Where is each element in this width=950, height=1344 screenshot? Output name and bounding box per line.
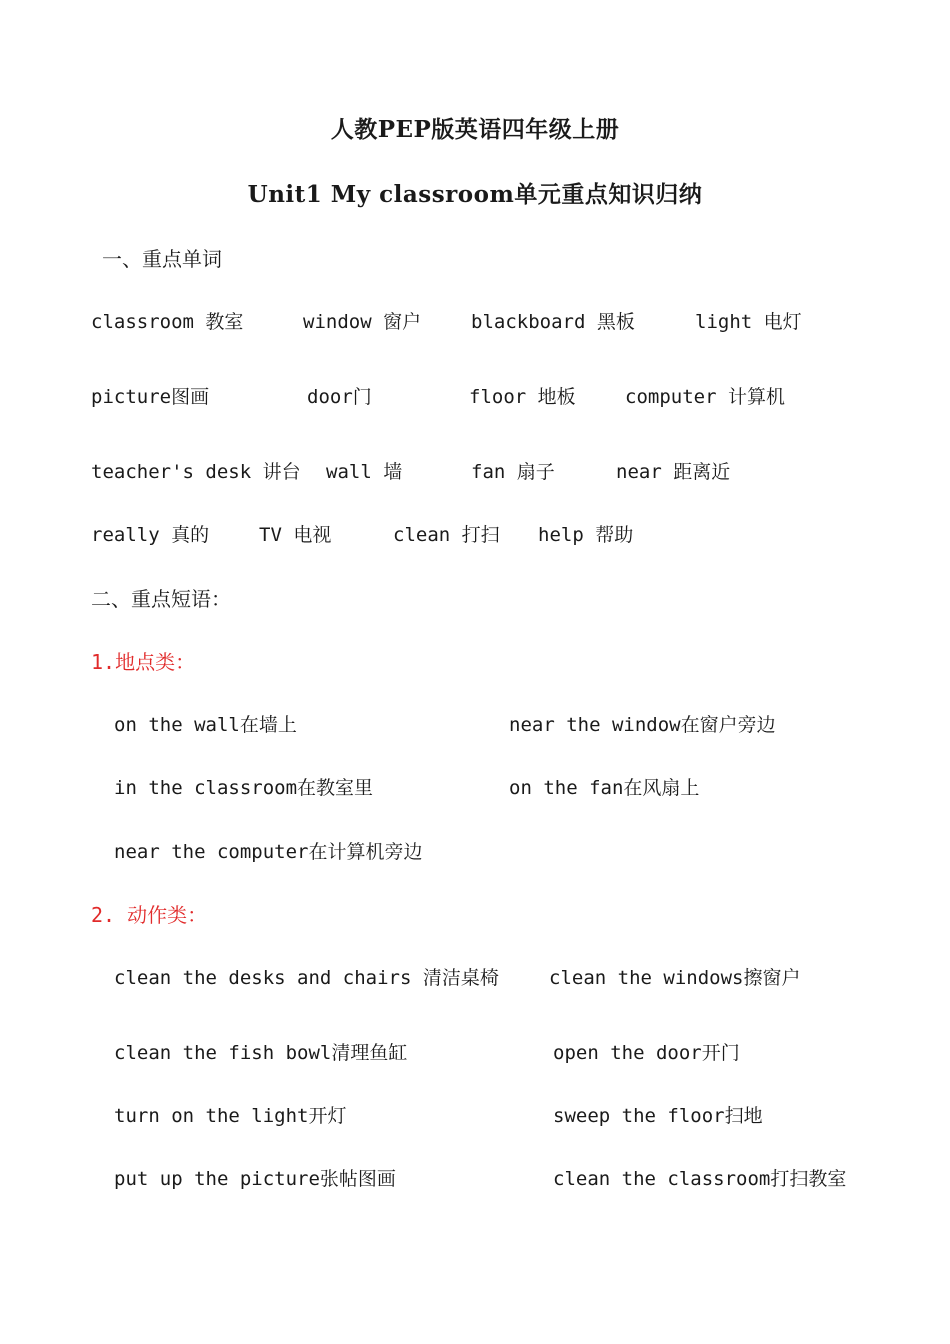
vocab-item: wall 墙: [326, 461, 403, 483]
vocab-item: window 窗户: [303, 311, 422, 333]
vocab-item: light 电灯: [695, 311, 802, 333]
actions-heading: 2. 动作类：: [91, 903, 208, 927]
vocab-item: TV 电视: [259, 524, 332, 546]
places-heading: 1.地点类：: [91, 650, 196, 674]
vocab-item: really 真的: [91, 524, 210, 546]
phrase-item: on the fan在风扇上: [509, 777, 700, 799]
phrase-item: clean the desks and chairs 清洁桌椅: [114, 967, 499, 989]
vocab-item: floor 地板: [469, 386, 576, 408]
vocab-item: teacher's desk 讲台: [91, 461, 301, 483]
phrase-item: turn on the light开灯: [114, 1105, 347, 1127]
vocab-item: picture图画: [91, 386, 210, 408]
vocab-item: help 帮助: [538, 524, 634, 546]
phrase-item: near the computer在计算机旁边: [114, 841, 423, 863]
vocab-item: near 距离近: [616, 461, 731, 483]
vocab-item: door门: [307, 386, 372, 408]
phrase-item: clean the fish bowl清理鱼缸: [114, 1042, 408, 1064]
vocab-item: classroom 教室: [91, 311, 244, 333]
document-subtitle: Unit1 My classroom单元重点知识归纳: [247, 181, 703, 208]
section-vocabulary-heading: 一、重点单词: [102, 247, 222, 271]
phrase-item: sweep the floor扫地: [553, 1105, 763, 1127]
document-title: 人教PEP版英语四年级上册: [330, 116, 620, 143]
phrase-item: put up the picture张帖图画: [114, 1168, 396, 1190]
vocab-item: computer 计算机: [625, 386, 785, 408]
phrase-item: in the classroom在教室里: [114, 777, 374, 799]
vocab-item: clean 打扫: [393, 524, 500, 546]
phrase-item: near the window在窗户旁边: [509, 714, 776, 736]
phrase-item: open the door开门: [553, 1042, 740, 1064]
phrase-item: clean the windows擦窗户: [549, 967, 801, 989]
vocab-item: fan 扇子: [471, 461, 555, 483]
phrase-item: on the wall在墙上: [114, 714, 297, 736]
phrase-item: clean the classroom打扫教室: [553, 1168, 847, 1190]
section-phrases-heading: 二、重点短语：: [91, 587, 231, 611]
vocab-item: blackboard 黑板: [471, 311, 635, 333]
